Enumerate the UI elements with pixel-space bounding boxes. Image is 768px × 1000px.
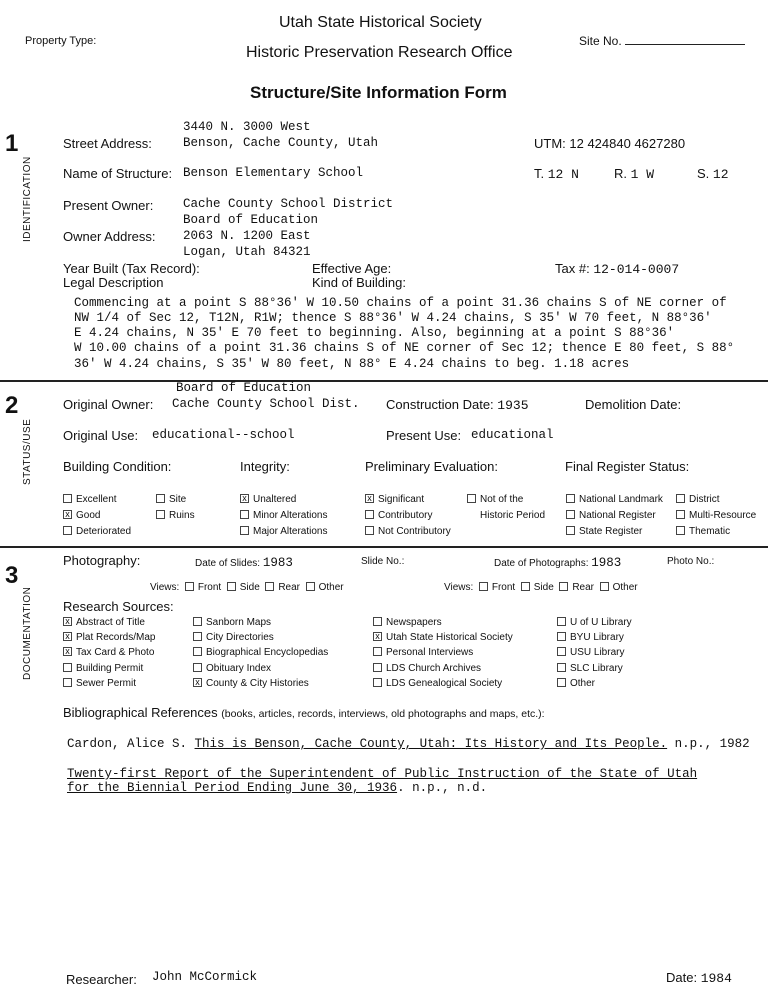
org-name: Utah State Historical Society <box>279 14 482 31</box>
checkbox[interactable] <box>373 647 382 656</box>
demolition-label: Demolition Date: <box>585 397 682 412</box>
legal-line-5: 36' W 4.24 chains, S 35' W 80 feet, N 88° E 4.24 chains to beg. 1.18 acres <box>74 357 630 371</box>
checkbox-checked[interactable]: x <box>240 494 249 503</box>
checkbox[interactable] <box>566 494 575 503</box>
checkbox-checked[interactable]: x <box>63 632 72 641</box>
eval-contributory[interactable]: Contributory <box>365 510 432 521</box>
site-no-label: Site No. <box>579 34 745 48</box>
src-other[interactable]: Other <box>557 678 595 689</box>
cond-good[interactable]: x Good <box>63 510 100 521</box>
present-use-value: educational <box>471 428 554 442</box>
checkbox[interactable] <box>600 582 609 591</box>
photo-views: Views: Front Side Rear Other <box>444 582 638 593</box>
orig-owner-line1: Board of Education <box>176 381 312 395</box>
final-label: Final Register Status: <box>565 459 690 474</box>
src-tax-card[interactable]: x Tax Card & Photo <box>63 647 154 658</box>
reference-2-line1: Twenty-first Report of the Superintendent of Public Instruction of the State of Utah <box>67 767 698 781</box>
checkbox[interactable] <box>63 678 72 687</box>
final-national-register[interactable]: National Register <box>566 510 656 521</box>
owner-line2: Board of Education <box>183 213 319 227</box>
reference-1: Cardon, Alice S. This is Benson, Cache County, Utah: Its History and Its People. n.p., 1982 <box>67 737 750 751</box>
checkbox-checked[interactable]: x <box>373 632 382 641</box>
researcher-label: Researcher: <box>66 972 137 987</box>
owner-address-label: Owner Address: <box>63 229 156 244</box>
property-type-label: Property Type: <box>25 35 97 47</box>
checkbox[interactable] <box>557 647 566 656</box>
checkbox[interactable] <box>557 632 566 641</box>
section-1-side-label: IDENTIFICATION <box>22 156 33 242</box>
src-county-histories[interactable]: x County & City Histories <box>193 678 309 689</box>
checkbox[interactable] <box>373 663 382 672</box>
date-field: Date: 1984 <box>666 970 732 986</box>
legal-label: Legal Description <box>63 275 164 290</box>
owner-label: Present Owner: <box>63 198 154 213</box>
divider-2 <box>0 546 768 548</box>
photography-label: Photography: <box>63 553 141 568</box>
section-2-side-label: STATUS/USE <box>22 418 33 485</box>
researcher-value: John McCormick <box>152 970 258 984</box>
src-u-of-u[interactable]: U of U Library <box>557 617 632 628</box>
section-3-number: 3 <box>5 562 19 589</box>
slides-date: Date of Slides: 1983 <box>195 556 293 570</box>
checkbox[interactable] <box>240 510 249 519</box>
checkbox[interactable] <box>156 510 165 519</box>
orig-use-label: Original Use: <box>63 428 139 443</box>
checkbox[interactable] <box>193 647 202 656</box>
present-use-label: Present Use: <box>386 428 462 443</box>
street-label: Street Address: <box>63 136 152 151</box>
divider-1 <box>0 380 768 382</box>
src-lds-archives[interactable]: LDS Church Archives <box>373 663 481 674</box>
township: T. 12 N <box>534 166 579 182</box>
checkbox[interactable] <box>185 582 194 591</box>
effective-age-label: Effective Age: <box>312 261 392 276</box>
checkbox[interactable] <box>193 663 202 672</box>
form-title: Structure/Site Information Form <box>250 83 507 102</box>
cond-deteriorated[interactable]: Deteriorated <box>63 526 131 537</box>
checkbox[interactable] <box>521 582 530 591</box>
src-ushs[interactable]: x Utah State Historical Society <box>373 632 513 643</box>
checkbox[interactable] <box>373 617 382 626</box>
checkbox-checked[interactable]: x <box>63 510 72 519</box>
cond-ruins[interactable]: Ruins <box>156 510 195 521</box>
src-obituary[interactable]: Obituary Index <box>193 663 271 674</box>
photo-no-label: Photo No.: <box>667 556 715 567</box>
orig-owner-label: Original Owner: <box>63 397 154 412</box>
eval-not-contributory[interactable]: Not Contributory <box>365 526 451 537</box>
construction-date: Construction Date: 1935 <box>386 397 529 413</box>
eval-not-historic[interactable]: Not of the <box>467 494 523 505</box>
checkbox[interactable] <box>193 617 202 626</box>
checkbox[interactable] <box>566 526 575 535</box>
photos-date: Date of Photographs: 1983 <box>494 556 622 570</box>
src-abstract[interactable]: x Abstract of Title <box>63 617 145 628</box>
checkbox[interactable] <box>557 617 566 626</box>
tax-number: Tax #: 12-014-0007 <box>555 261 680 277</box>
checkbox[interactable] <box>557 678 566 687</box>
slide-no-label: Slide No.: <box>361 556 405 567</box>
int-unaltered[interactable]: x Unaltered <box>240 494 296 505</box>
name-label: Name of Structure: <box>63 166 173 181</box>
orig-use-value: educational--school <box>152 428 295 442</box>
integrity-label: Integrity: <box>240 459 290 474</box>
research-label: Research Sources: <box>63 599 174 614</box>
cond-excellent[interactable]: Excellent <box>63 494 117 505</box>
checkbox-checked[interactable]: x <box>63 647 72 656</box>
name-value: Benson Elementary School <box>183 166 364 180</box>
src-city-directories[interactable]: City Directories <box>193 632 274 643</box>
checkbox[interactable] <box>566 510 575 519</box>
int-major[interactable]: Major Alterations <box>240 526 327 537</box>
final-multi-resource[interactable]: Multi-Resource <box>676 510 756 521</box>
eval-not-historic-line2: Historic Period <box>480 510 546 521</box>
checkbox[interactable] <box>306 582 315 591</box>
src-sewer-permit[interactable]: Sewer Permit <box>63 678 136 689</box>
checkbox[interactable] <box>676 510 685 519</box>
src-byu[interactable]: BYU Library <box>557 632 624 643</box>
checkbox[interactable] <box>365 510 374 519</box>
reference-2-line2: for the Biennial Period Ending June 30, 1936. n.p., n.d. <box>67 781 488 795</box>
kind-label: Kind of Building: <box>312 275 406 290</box>
prelim-label: Preliminary Evaluation: <box>365 459 498 474</box>
src-newspapers[interactable]: Newspapers <box>373 617 442 628</box>
src-sanborn[interactable]: Sanborn Maps <box>193 617 271 628</box>
checkbox[interactable] <box>63 663 72 672</box>
street-line1: 3440 N. 3000 West <box>183 120 311 134</box>
src-interviews[interactable]: Personal Interviews <box>373 647 473 658</box>
street-line2: Benson, Cache County, Utah <box>183 136 379 150</box>
checkbox[interactable] <box>265 582 274 591</box>
checkbox-checked[interactable]: x <box>63 617 72 626</box>
src-slc[interactable]: SLC Library <box>557 663 623 674</box>
legal-line-2: NW 1/4 of Sec 12, T12N, R1W; thence S 88°36' W 4.24 chains, S 35' W 70 feet, N 88°36' <box>74 311 712 325</box>
checkbox[interactable] <box>559 582 568 591</box>
checkbox[interactable] <box>63 526 72 535</box>
section-3-side-label: DOCUMENTATION <box>22 586 33 680</box>
utm-value: UTM: 12 424840 4627280 <box>534 136 686 151</box>
eval-significant[interactable]: x Significant <box>365 494 424 505</box>
section: S. 12 <box>697 166 729 182</box>
checkbox[interactable] <box>156 494 165 503</box>
checkbox[interactable] <box>676 494 685 503</box>
checkbox[interactable] <box>557 663 566 672</box>
owner-line1: Cache County School District <box>183 197 394 211</box>
checkbox-checked[interactable]: x <box>365 494 374 503</box>
final-national-landmark[interactable]: National Landmark <box>566 494 663 505</box>
src-bio-encyc[interactable]: Biographical Encyclopedias <box>193 647 328 658</box>
src-building-permit[interactable]: Building Permit <box>63 663 143 674</box>
final-state-register[interactable]: State Register <box>566 526 642 537</box>
checkbox[interactable] <box>676 526 685 535</box>
year-built-label: Year Built (Tax Record): <box>63 261 200 276</box>
cond-site[interactable]: Site <box>156 494 186 505</box>
legal-line-3: E 4.24 chains, N 35' E 70 feet to beginning. Also, beginning at a point S 88°36' <box>74 326 675 340</box>
checkbox[interactable] <box>63 494 72 503</box>
biblio-heading: Bibliographical References (books, articles, records, interviews, old photographs and maps, etc.): <box>63 705 545 720</box>
checkbox[interactable] <box>467 494 476 503</box>
range: R. 1 W <box>614 166 655 182</box>
office-name: Historic Preservation Research Office <box>246 44 513 61</box>
owner-address1: 2063 N. 1200 East <box>183 229 311 243</box>
legal-line-4: W 10.00 chains of a point 31.36 chains S of NE corner of Sec 12; thence E 80 feet, S 88° <box>74 341 735 355</box>
orig-owner-line2: Cache County School Dist. <box>172 397 360 411</box>
final-thematic[interactable]: Thematic <box>676 526 730 537</box>
checkbox[interactable] <box>479 582 488 591</box>
slide-views: Views: Front Side Rear Other <box>150 582 344 593</box>
section-2-number: 2 <box>5 392 19 419</box>
checkbox[interactable] <box>365 526 374 535</box>
checkbox[interactable] <box>373 678 382 687</box>
final-district[interactable]: District <box>676 494 720 505</box>
src-plat[interactable]: x Plat Records/Map <box>63 632 155 643</box>
int-minor[interactable]: Minor Alterations <box>240 510 327 521</box>
src-usu[interactable]: USU Library <box>557 647 624 658</box>
checkbox[interactable] <box>240 526 249 535</box>
checkbox[interactable] <box>193 632 202 641</box>
section-1-number: 1 <box>5 130 19 157</box>
src-lds-genealogical[interactable]: LDS Genealogical Society <box>373 678 502 689</box>
condition-label: Building Condition: <box>63 459 172 474</box>
checkbox-checked[interactable]: x <box>193 678 202 687</box>
checkbox[interactable] <box>227 582 236 591</box>
legal-line-1: Commencing at a point S 88°36' W 10.50 chains of a point 31.36 chains S of NE corner of <box>74 296 727 310</box>
owner-address2: Logan, Utah 84321 <box>183 245 311 259</box>
